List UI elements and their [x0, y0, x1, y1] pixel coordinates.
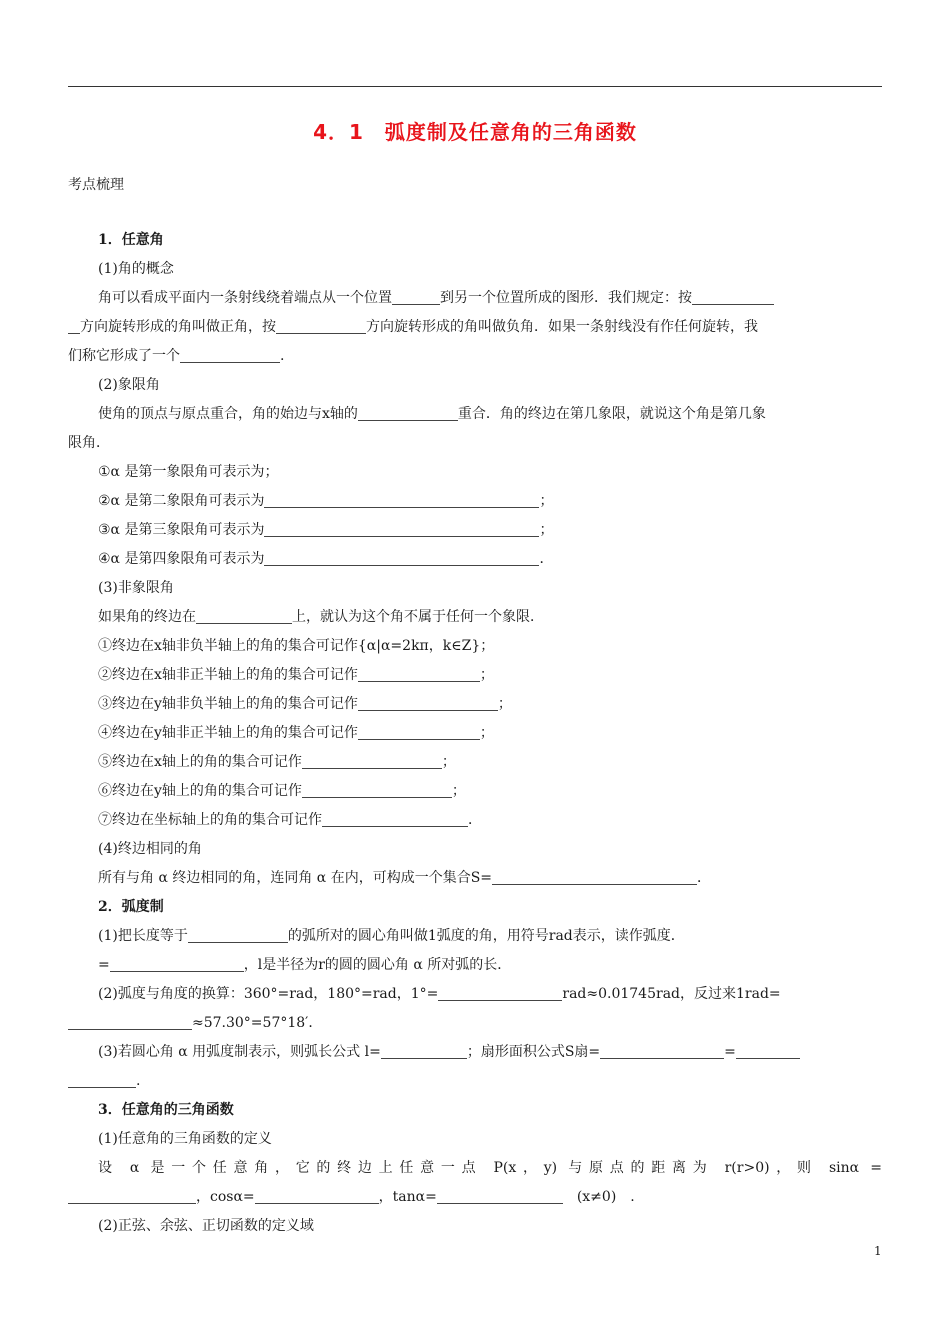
text-segment: (2)象限角 — [98, 377, 160, 393]
text-segment: (1)任意角的三角函数的定义 — [98, 1131, 272, 1147]
text-line — [68, 516, 882, 545]
fill-blank — [358, 723, 480, 740]
page-number: 1 — [874, 1244, 882, 1258]
text-line — [68, 922, 882, 951]
text-segment: 设 α 是一个任意角，它的终边上任意一点 P(x，y) 与原点的距离为 r(r>0)，则 sinα = — [98, 1160, 882, 1176]
text-segment: ①终边在x轴非负半轴上的角的集合可记作{α|α=2kπ，k∈Z}； — [98, 638, 495, 654]
text-line — [68, 1038, 882, 1067]
fill-blank — [110, 955, 244, 972]
text-line — [68, 429, 882, 458]
text-segment: . — [136, 1073, 141, 1089]
fill-blank — [736, 1042, 800, 1059]
text-line — [68, 458, 882, 487]
text-line — [68, 835, 882, 864]
fill-blank — [302, 781, 452, 798]
text-line — [68, 226, 882, 255]
text-line — [68, 951, 882, 980]
text-segment: ②α 是第二象限角可表示为 — [98, 493, 265, 509]
text-line — [68, 893, 882, 922]
fill-blank — [264, 549, 539, 566]
text-segment: ； — [539, 493, 554, 509]
fill-blank — [692, 288, 774, 305]
document-body — [68, 226, 882, 1241]
fill-blank — [68, 1071, 136, 1088]
text-line — [68, 1096, 882, 1125]
text-line — [68, 603, 882, 632]
fill-blank — [68, 1187, 196, 1204]
text-line — [68, 1212, 882, 1241]
fill-blank — [358, 694, 498, 711]
text-segment: ，tanα= — [378, 1189, 437, 1205]
section-label: 考点梳理 — [68, 177, 124, 193]
text-segment: ； — [497, 696, 512, 712]
text-line — [68, 313, 882, 342]
text-segment: ． — [468, 812, 482, 828]
text-segment: 重合．角的终边在第几象限，就说这个角是第几象 — [457, 406, 766, 422]
text-segment: 所有与角 α 终边相同的角，连同角 α 在内，可构成一个集合S= — [98, 870, 493, 886]
text-segment: ≈57.30°=57°18′． — [192, 1015, 323, 1031]
text-segment: 到另一个位置所成的图形．我们规定：按 — [440, 290, 692, 306]
text-line — [68, 1125, 882, 1154]
text-line — [68, 1154, 882, 1183]
text-line — [68, 400, 882, 429]
text-segment: ； — [479, 725, 494, 741]
text-segment: (1)角的概念 — [98, 261, 174, 277]
text-segment: 们称它形成了一个 — [68, 348, 180, 364]
text-segment: ； — [479, 667, 494, 683]
text-segment: (3)若圆心角 α 用弧度制表示，则弧长公式 l= — [98, 1044, 381, 1060]
text-line — [68, 806, 882, 835]
text-segment: 方向旋转形成的角叫做正角，按 — [80, 319, 276, 335]
text-segment: ． — [697, 870, 712, 886]
fill-blank — [358, 665, 480, 682]
text-segment: ⑦终边在坐标轴上的角的集合可记作 — [98, 812, 322, 828]
text-segment: = — [724, 1044, 736, 1060]
text-segment: 1．任意角 — [98, 232, 164, 248]
fill-blank — [600, 1042, 724, 1059]
text-line — [68, 864, 882, 893]
text-line — [68, 1009, 882, 1038]
text-segment: = — [98, 957, 110, 973]
text-segment: rad≈0.01745rad，反过来1rad= — [562, 986, 781, 1002]
text-segment: (2)正弦、余弦、正切函数的定义域 — [98, 1218, 314, 1234]
text-segment: ；扇形面积公式S扇= — [466, 1044, 601, 1060]
text-line — [68, 284, 882, 313]
text-line — [68, 487, 882, 516]
fill-blank — [188, 926, 288, 943]
text-segment: ； — [539, 522, 554, 538]
fill-blank — [180, 346, 280, 363]
fill-blank — [302, 752, 442, 769]
fill-blank — [196, 607, 292, 624]
fill-blank — [322, 810, 468, 827]
text-segment: ⑤终边在x轴上的角的集合可记作 — [98, 754, 302, 770]
fill-blank — [437, 1187, 563, 1204]
text-line — [68, 1067, 882, 1096]
fill-blank — [255, 1187, 379, 1204]
text-line — [68, 255, 882, 284]
text-segment: 如果角的终边在 — [98, 609, 196, 625]
text-segment: ； — [451, 783, 466, 799]
text-line — [68, 342, 882, 371]
text-line — [68, 1183, 882, 1212]
page-title: 4．1 弧度制及任意角的三角函数 — [313, 120, 637, 144]
text-line — [68, 661, 882, 690]
text-line — [68, 545, 882, 574]
text-line — [68, 980, 882, 1009]
fill-blank — [264, 491, 539, 508]
text-segment: ②终边在x轴非正半轴上的角的集合可记作 — [98, 667, 358, 683]
text-segment: ，cosα= — [196, 1189, 255, 1205]
fill-blank — [492, 868, 697, 885]
text-segment: . — [280, 348, 285, 364]
text-segment: (2)弧度与角度的换算：360°=rad，180°=rad，1°= — [98, 986, 439, 1002]
text-segment: ⑥终边在y轴上的角的集合可记作 — [98, 783, 302, 799]
text-segment: 限角． — [68, 435, 110, 451]
fill-blank — [68, 1013, 192, 1030]
text-segment: ①α 是第一象限角可表示为； — [98, 464, 279, 480]
text-line — [68, 632, 882, 661]
text-segment: ③α 是第三象限角可表示为 — [98, 522, 265, 538]
header-rule — [68, 86, 882, 87]
text-segment: 上，就认为这个角不属于任何一个象限． — [292, 609, 544, 625]
fill-blank — [276, 317, 366, 334]
text-segment: ． — [539, 551, 554, 567]
text-line — [68, 371, 882, 400]
text-line — [68, 777, 882, 806]
text-segment: (1)把长度等于 — [98, 928, 188, 944]
text-segment: ，l是半径为r的圆的圆心角 α 所对弧的长． — [243, 957, 512, 973]
text-segment: 使角的顶点与原点重合，角的始边与x轴的 — [98, 406, 358, 422]
text-segment: (4)终边相同的角 — [98, 841, 202, 857]
text-segment: ③终边在y轴非负半轴上的角的集合可记作 — [98, 696, 358, 712]
text-segment: (3)非象限角 — [98, 580, 174, 596]
text-segment: ④α 是第四象限角可表示为 — [98, 551, 265, 567]
fill-blank — [264, 520, 539, 537]
text-line — [68, 748, 882, 777]
text-line — [68, 574, 882, 603]
text-segment: 角可以看成平面内一条射线绕着端点从一个位置 — [98, 290, 392, 306]
text-segment: 方向旋转形成的角叫做负角．如果一条射线没有作任何旋转，我 — [366, 319, 758, 335]
fill-blank — [68, 317, 80, 334]
text-segment: (x≠0) . — [562, 1189, 635, 1205]
text-segment: 的弧所对的圆心角叫做1弧度的角，用符号rad表示，读作弧度． — [287, 928, 685, 944]
fill-blank — [381, 1042, 467, 1059]
fill-blank — [358, 404, 458, 421]
fill-blank — [392, 288, 440, 305]
text-line — [68, 719, 882, 748]
text-segment: 3．任意角的三角函数 — [98, 1102, 234, 1118]
fill-blank — [438, 984, 562, 1001]
text-segment: ； — [441, 754, 456, 770]
text-line — [68, 690, 882, 719]
text-segment: ④终边在y轴非正半轴上的角的集合可记作 — [98, 725, 358, 741]
text-segment: 2．弧度制 — [98, 899, 164, 915]
